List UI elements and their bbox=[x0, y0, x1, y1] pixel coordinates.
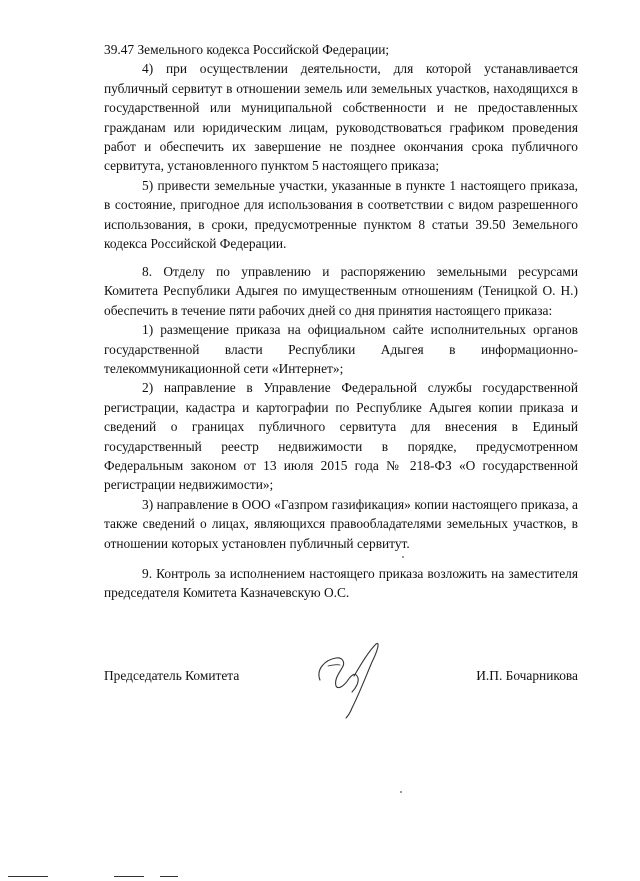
paragraph-item-5: 5) привести земельные участки, указанные в пункте 1 настоящего приказа, в состояние, пригодное для использования в соответствии с видом разрешенного использования, в сроки, предусмотренные пунктом 8 статьи 39.50 Земельного кодекса Российской Федерации. bbox=[104, 177, 578, 252]
text-block-order-item-9 bbox=[104, 564, 578, 603]
paragraph-subitem-3: 3) направление в ООО «Газпром газификация» копии настоящего приказа, а также сведений о лицах, являющихся правообладателями земельных участков, в отношении которых установлен публичный сервитут. bbox=[104, 496, 578, 551]
handwritten-signature bbox=[306, 636, 386, 720]
scan-edge-line bbox=[8, 876, 48, 877]
scan-speck bbox=[400, 791, 402, 793]
paragraph-item-9: 9. Контроль за исполнением настоящего приказа возложить на заместителя председателя Комитета Казначевскую О.С. bbox=[104, 566, 578, 601]
paragraph-subitem-1: 1) размещение приказа на официальном сайте исполнительных органов государственной власти Республики Адыгея в информационно-телекоммуникационной сети «Интернет»; bbox=[104, 322, 578, 377]
scan-edge-line bbox=[114, 876, 144, 877]
text-block-order-items-4-5 bbox=[104, 40, 578, 253]
paragraph-item-4: 4) при осуществлении деятельности, для которой устанавливается публичный сервитут в отношении земель или земельных участков, находящихся в государственной или муниципальной собственности и не предоставленных гражданам или юридическим лицам, руководствоваться графиком проведения работ и обеспечить их завершение не позднее окончания срока публичного сервитута, установленного пунктом 5 настоящего приказа; bbox=[104, 61, 578, 174]
paragraph-subitem-2: 2) направление в Управление Федеральной службы государственной регистрации, кадастра и картографии по Республике Адыгея копии приказа и сведений о границах публичного сервитута для внесения в Единый государственный реестр недвижимости в порядке, предусмотренном Федеральным законом от 13 июля 2015 года № 218-ФЗ «О государственной регистрации недвижимости»; bbox=[104, 380, 578, 493]
signer-title: Председатель Комитета bbox=[104, 668, 240, 683]
scan-edge-line bbox=[160, 876, 178, 877]
paragraph-item-8: 8. Отделу по управлению и распоряжению земельными ресурсами Комитета Республики Адыгея по имущественным отношениям (Теницкой О. Н.) обеспечить в течение пяти рабочих дней со дня принятия настоящего приказа: bbox=[104, 264, 578, 318]
text-block-order-item-8 bbox=[104, 262, 578, 553]
signer-name: И.П. Бочарникова bbox=[476, 668, 578, 683]
scan-speck bbox=[402, 556, 404, 558]
paragraph-continuation: 39.47 Земельного кодекса Российской Федерации; bbox=[104, 42, 390, 57]
